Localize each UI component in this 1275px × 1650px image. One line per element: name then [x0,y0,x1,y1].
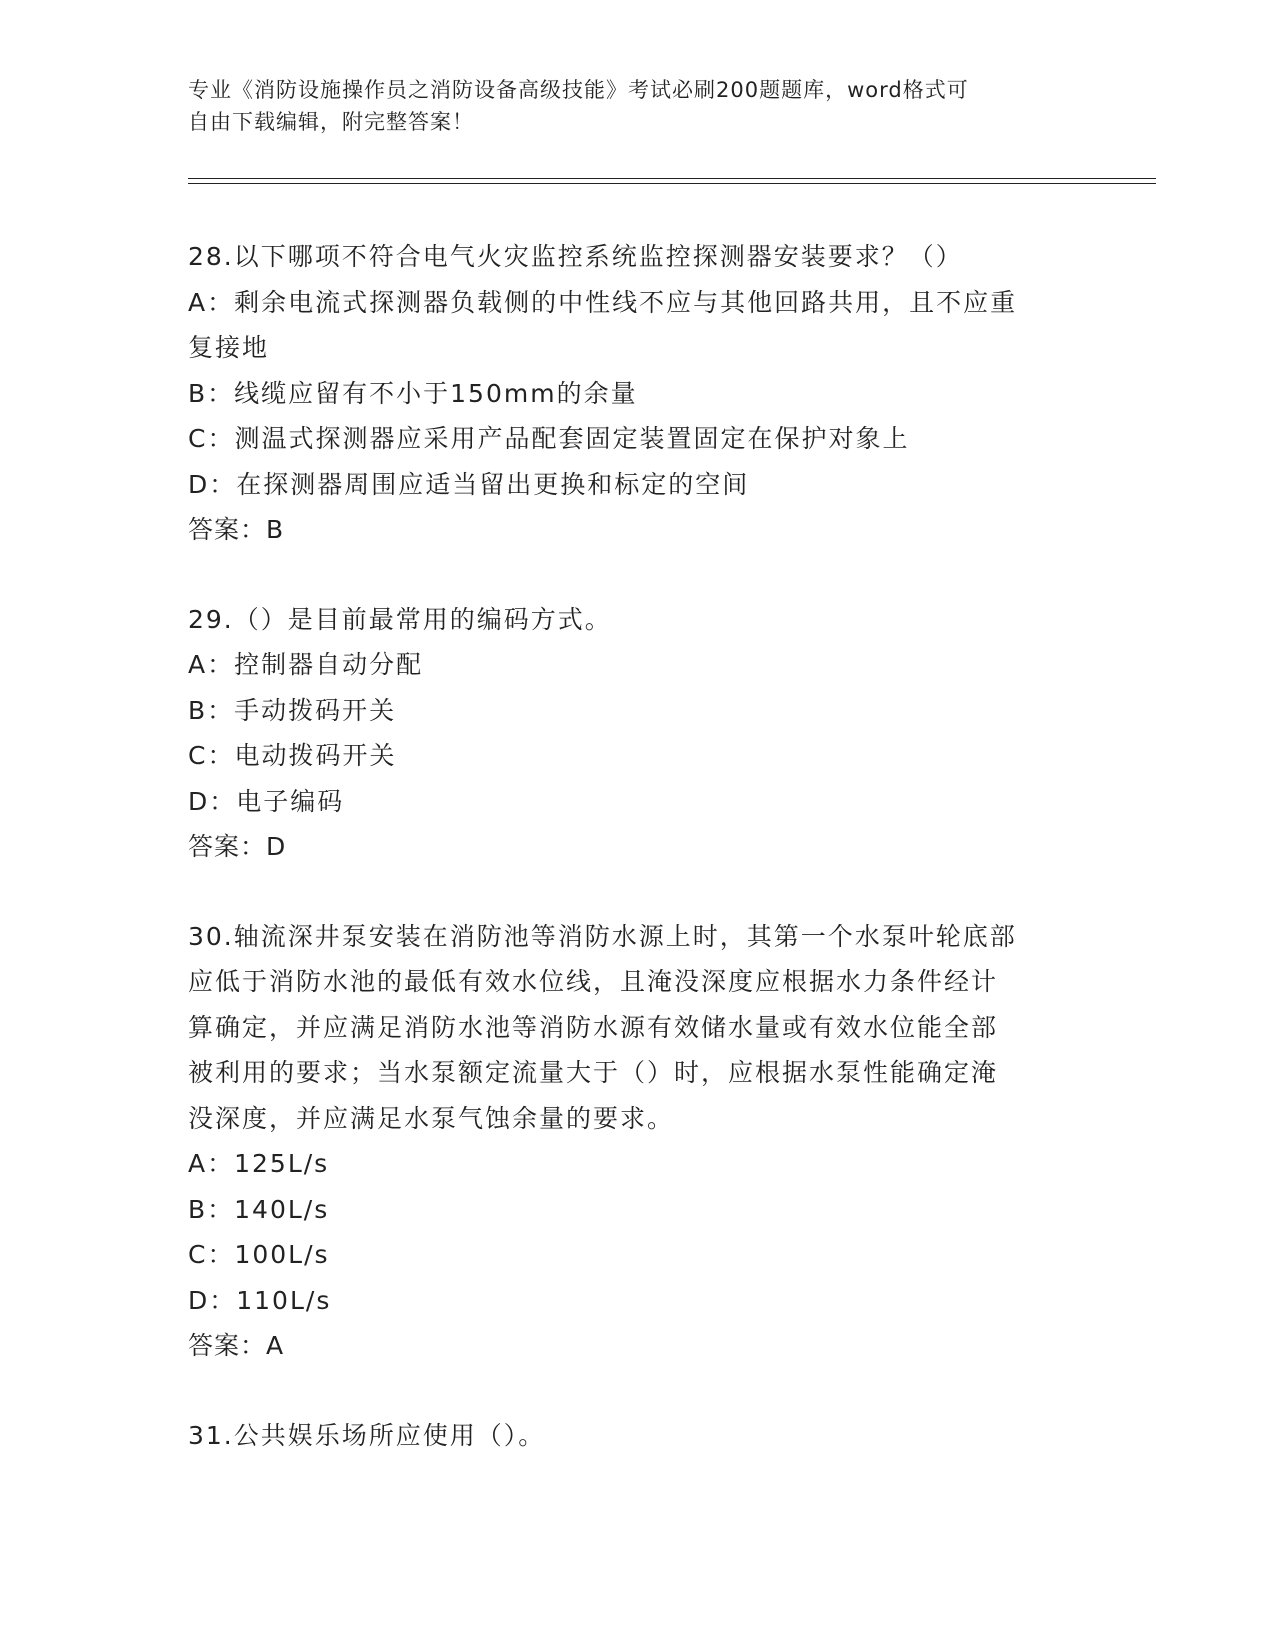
header-line: 自由下载编辑，附完整答案！ [188,110,474,134]
option-a [188,280,1088,371]
option-d: D：110L/s [188,1285,332,1315]
question-29 [188,597,1088,870]
option-c: C：电动拨码开关 [188,741,397,770]
question-list [188,234,1088,1502]
option-b: B：140L/s [188,1194,330,1224]
question-stem: 31.公共娱乐场所应使用（）。 [188,1420,546,1450]
option-b: B：手动拨码开关 [188,695,397,725]
question-stem: 算确定，并应满足消防水池等消防水源有效储水量或有效水位能全部 [188,1012,999,1042]
answer: 答案：D [188,832,287,861]
option-text: A：剩余电流式探测器负载侧的中性线不应与其他回路共用，且不应重 [188,287,1018,317]
question-stem: 应低于消防水池的最低有效水位线，且淹没深度应根据水力条件经计 [188,967,999,996]
option-text: 复接地 [188,333,270,362]
answer: 答案：B [188,515,285,544]
header-line: 专业《消防设施操作员之消防设备高级技能》考试必刷200题题库，word格式可 [188,78,969,102]
question-31 [188,1413,1088,1459]
question-stem: 29.（）是目前最常用的编码方式。 [188,604,612,634]
question-28 [188,234,1088,553]
question-30 [188,914,1088,1369]
question-stem: 28.以下哪项不符合电气火灾监控系统监控探测器安装要求？（） [188,242,963,271]
question-stem: 没深度，并应满足水泵气蚀余量的要求。 [188,1103,675,1133]
question-stem: 被利用的要求；当水泵额定流量大于（）时，应根据水泵性能确定淹 [188,1058,999,1087]
option-d: D：在探测器周围应适当留出更换和标定的空间 [188,469,750,499]
option-a: A：控制器自动分配 [188,650,424,679]
header-divider [188,183,1156,184]
question-stem: 30.轴流深井泵安装在消防池等消防水源上时，其第一个水泵叶轮底部 [188,921,1017,951]
option-c: C：100L/s [188,1240,330,1269]
option-b: B：线缆应留有不小于150mm的余量 [188,378,638,408]
option-c: C：测温式探测器应采用产品配套固定装置固定在保护对象上 [188,424,910,453]
answer: 答案：A [188,1331,285,1360]
document-header [188,74,1088,138]
header-divider [188,178,1156,179]
option-a: A：125L/s [188,1149,330,1178]
option-d: D：电子编码 [188,786,345,816]
